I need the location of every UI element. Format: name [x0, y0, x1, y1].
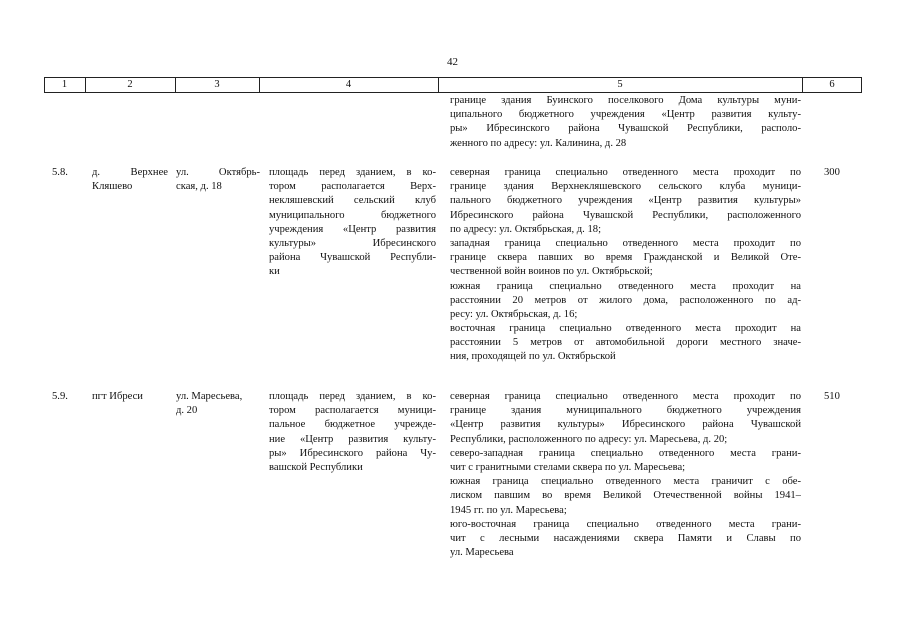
- header-divider: [438, 78, 439, 92]
- settlement-line: пгт Ибреси: [92, 391, 143, 402]
- boundary-line: по адресу: ул. Октябрьская, д. 18;: [450, 223, 602, 235]
- header-divider: [175, 78, 176, 92]
- settlement-line: д. Верхнее: [92, 167, 168, 178]
- place-line: учреждения «Центр развития: [269, 223, 436, 235]
- settlement-line: Кляшево: [92, 181, 133, 193]
- boundary-line: границе здания Верхнекляшевского сельского клуба муници-: [450, 181, 801, 193]
- boundary-line: северо-западная граница специально отведенного места грани-: [450, 447, 801, 459]
- address-line: ул. Октябрь-: [176, 167, 260, 178]
- boundary-line: пального бюджетного учреждения «Центр развития культуры»: [450, 195, 801, 207]
- boundary-line: ул. Маресьева: [450, 547, 514, 559]
- address-line: д. 20: [176, 405, 198, 417]
- boundary-line: юго-восточная граница специально отведенного места грани-: [450, 518, 801, 530]
- header-divider: [802, 78, 803, 92]
- continuation-text: [450, 94, 801, 151]
- boundary-line: чит с лесными насаждениями сквера Памяти и Славы по: [450, 532, 801, 544]
- area-value: 300: [824, 167, 840, 178]
- boundary-line: границе сквера павших во время Гражданской и Великой Оте-: [450, 252, 801, 264]
- address-cell: [176, 390, 260, 418]
- boundary-line: расстоянии 5 метров от автомобильной дороги местного значе-: [450, 337, 801, 349]
- place-line: тором располагается Верх-: [269, 181, 436, 193]
- boundary-line: южная граница специально отведенного места проходит на: [450, 280, 801, 292]
- continuation-line: женного по адресу: ул. Калинина, д. 28: [450, 137, 627, 149]
- boundary-line: восточная граница специально отведенного места проходит на: [450, 323, 801, 335]
- boundary-line: западная граница специально отведенного места проходит по: [450, 237, 801, 249]
- place-line: тором располагается муници-: [269, 405, 436, 417]
- boundary-line: ния, проходящей по ул. Октябрьской: [450, 351, 616, 363]
- boundary-line: северная граница специально отведенного места проходит по: [450, 167, 801, 178]
- boundaries-cell: [450, 390, 801, 560]
- boundaries-cell: [450, 166, 801, 365]
- boundary-line: расстоянии 20 метров от жилого дома, расположенного по ад-: [450, 294, 801, 306]
- boundary-line: чит с гранитными стелами сквера по ул. Маресьева;: [450, 461, 686, 473]
- place-description-cell: [269, 166, 436, 280]
- header-divider: [259, 78, 260, 92]
- row-number: 5.9.: [52, 391, 68, 402]
- boundary-line: чественной войн воинов по ул. Октябрьской;: [450, 266, 653, 278]
- boundary-line: южная граница специально отведенного места граничит с обе-: [450, 476, 801, 488]
- header-col-6: 6: [829, 79, 835, 90]
- settlement-cell: [92, 390, 168, 404]
- boundary-line: лиском павшим во время Великой Отечественной войны 1941–: [450, 490, 801, 502]
- boundary-line: Ибресинского района Чувашской Республики, расположенного: [450, 209, 801, 221]
- continuation-line: границе здания Буинского поселкового Дома культуры муни-: [450, 95, 801, 106]
- place-line: площадь перед зданием, в ко-: [269, 167, 436, 178]
- place-line: района Чувашской Республи-: [269, 252, 436, 264]
- header-col-2: 2: [127, 79, 133, 90]
- place-line: ние «Центр развития культу-: [269, 433, 436, 445]
- place-description-cell: [269, 390, 436, 475]
- settlement-cell: [92, 166, 168, 194]
- place-line: вашской Республики: [269, 461, 363, 473]
- boundary-line: границе здания муниципального бюджетного учреждения: [450, 405, 801, 417]
- address-cell: [176, 166, 260, 194]
- header-col-5: 5: [617, 79, 623, 90]
- place-line: культуры» Ибресинского: [269, 237, 436, 249]
- boundary-line: 1945 гг. по ул. Маресьева;: [450, 504, 567, 516]
- header-divider: [861, 78, 862, 92]
- address-line: ул. Маресьева,: [176, 391, 243, 402]
- header-col-1: 1: [61, 79, 68, 90]
- place-line: ки: [269, 266, 280, 278]
- boundary-line: «Центр развития культуры» Ибресинского района Чувашской: [450, 419, 801, 431]
- header-col-3: 3: [214, 79, 220, 90]
- place-line: площадь перед зданием, в ко-: [269, 391, 436, 402]
- continuation-line: ципального бюджетного учреждения «Центр развития культу-: [450, 109, 801, 121]
- place-line: муниципального бюджетного: [269, 209, 436, 221]
- row-number: 5.8.: [52, 167, 68, 178]
- boundary-line: Республики, расположенного по адресу: ул. Маресьева, д. 20;: [450, 433, 728, 445]
- continuation-line: ры» Ибресинского района Чувашской Республики, располо-: [450, 123, 801, 135]
- page-number: 42: [447, 56, 458, 68]
- boundary-line: северная граница специально отведенного места проходит по: [450, 391, 801, 402]
- table-header: [44, 77, 862, 93]
- header-divider: [85, 78, 86, 92]
- place-line: ры» Ибресинского района Чу-: [269, 447, 436, 459]
- header-divider: [44, 78, 45, 92]
- place-line: некляшевский сельский клуб: [269, 195, 436, 207]
- boundary-line: ресу: ул. Октябрьская, д. 16;: [450, 308, 578, 320]
- area-value: 510: [824, 391, 840, 402]
- header-col-4: 4: [345, 79, 352, 90]
- address-line: ская, д. 18: [176, 181, 222, 193]
- place-line: пальное бюджетное учрежде-: [269, 419, 436, 431]
